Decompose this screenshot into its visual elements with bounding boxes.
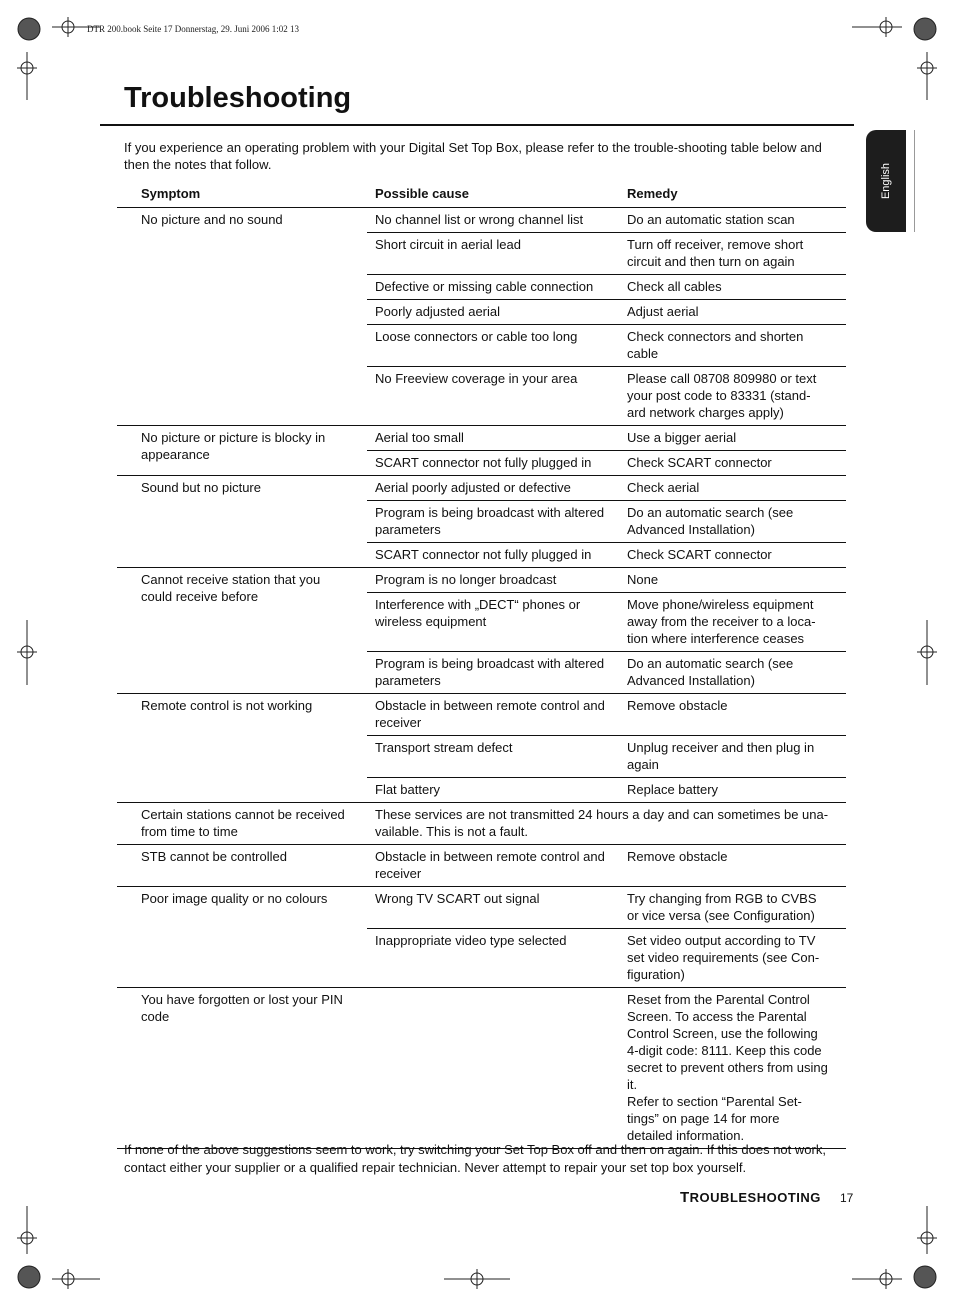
- page-title: Troubleshooting: [124, 82, 352, 114]
- remedy-cell: Check SCART connector: [619, 451, 846, 476]
- remedy-cell: Replace battery: [619, 778, 846, 803]
- table-row: [117, 845, 846, 887]
- remedy-cell: Check all cables: [619, 275, 846, 300]
- footer-section-rest: ROUBLESHOOTING: [689, 1190, 821, 1205]
- symptom-cell: Cannot receive station that you could receive before: [117, 568, 367, 694]
- remedy-cell: Do an automatic search (see Advanced Installation): [619, 501, 846, 543]
- language-tab: [866, 130, 906, 232]
- table-row: [117, 803, 846, 845]
- cause-cell: Short circuit in aerial lead: [367, 233, 619, 275]
- remedy-cell: Remove obstacle: [619, 845, 846, 887]
- remedy-cell: Remove obstacle: [619, 694, 846, 736]
- page-number: 17: [840, 1191, 854, 1205]
- cause-cell: Inappropriate video type selected: [367, 929, 619, 988]
- remedy-cell: Check aerial: [619, 476, 846, 501]
- cause-cell: [367, 988, 619, 1149]
- symptom-cell: STB cannot be controlled: [117, 845, 367, 887]
- table-body: [117, 208, 846, 1149]
- table-row: [117, 887, 846, 929]
- cause-cell: Program is being broadcast with altered parameters: [367, 652, 619, 694]
- language-tab-label: English: [880, 162, 892, 200]
- remedy-cell: Please call 08708 809980 or text your post code to 83331 (stand-ard network charges apply): [619, 367, 846, 426]
- cause-cell: Transport stream defect: [367, 736, 619, 778]
- table-row: [117, 568, 846, 593]
- cause-cell: Aerial poorly adjusted or defective: [367, 476, 619, 501]
- remedy-cell: Unplug receiver and then plug in again: [619, 736, 846, 778]
- remedy-cell: Check connectors and shorten cable: [619, 325, 846, 367]
- troubleshooting-table: [117, 182, 846, 1149]
- cause-cell: Interference with „DECT“ phones or wireless equipment: [367, 593, 619, 652]
- remedy-cell: Move phone/wireless equipment away from the receiver to a loca-tion where interference ceases: [619, 593, 846, 652]
- intro-paragraph: If you experience an operating problem with your Digital Set Top Box, please refer to the trouble-shooting table below and then the notes that follow.: [124, 140, 822, 172]
- cause-cell: SCART connector not fully plugged in: [367, 543, 619, 568]
- closing-paragraph: If none of the above suggestions seem to work, try switching your Set Top Box off and then on again. If this does not work, contact either your supplier or a qualified repair technician. Never attempt to repair your set top box yourself.: [124, 1142, 826, 1175]
- cause-cell: SCART connector not fully plugged in: [367, 451, 619, 476]
- cause-cell: Obstacle in between remote control and receiver: [367, 845, 619, 887]
- table-row: [117, 694, 846, 736]
- symptom-cell: No picture and no sound: [117, 208, 367, 426]
- cause-cell: Defective or missing cable connection: [367, 275, 619, 300]
- cause-cell: Wrong TV SCART out signal: [367, 887, 619, 929]
- symptom-cell: Certain stations cannot be received from time to time: [117, 803, 367, 845]
- cause-cell: No Freeview coverage in your area: [367, 367, 619, 426]
- table-row: [117, 988, 846, 1149]
- symptom-cell: You have forgotten or lost your PIN code: [117, 988, 367, 1149]
- cause-cell: Program is being broadcast with altered parameters: [367, 501, 619, 543]
- cause-cell: Poorly adjusted aerial: [367, 300, 619, 325]
- print-info-header: DTR 200.book Seite 17 Donnerstag, 29. Juni 2006 1:02 13: [87, 24, 299, 34]
- language-tab-edge: [914, 130, 915, 232]
- footer-section-initial: T: [680, 1189, 690, 1206]
- remedy-cell: Adjust aerial: [619, 300, 846, 325]
- remedy-cell: Turn off receiver, remove short circuit and then turn on again: [619, 233, 846, 275]
- header-symptom: Symptom: [141, 186, 201, 201]
- remedy-cell: Reset from the Parental Control Screen. To access the Parental Control Screen, use the following 4-digit code: 8111. Keep this code secret to prevent others from using it. Refer to section “Parental Set-tings” on page 14 for more detailed information.: [619, 988, 846, 1149]
- cause-cell: Flat battery: [367, 778, 619, 803]
- symptom-cell: Sound but no picture: [117, 476, 367, 568]
- title-rule: [100, 124, 854, 126]
- header-possible-cause: Possible cause: [375, 186, 469, 201]
- remedy-cell: Do an automatic search (see Advanced Installation): [619, 652, 846, 694]
- remedy-cell: None: [619, 568, 846, 593]
- table-row: [117, 208, 846, 233]
- header-remedy: Remedy: [627, 186, 678, 201]
- table-row: [117, 476, 846, 501]
- remedy-cell: Use a bigger aerial: [619, 426, 846, 451]
- symptom-cell: Remote control is not working: [117, 694, 367, 803]
- cause-cell: Obstacle in between remote control and receiver: [367, 694, 619, 736]
- remedy-cell: Try changing from RGB to CVBS or vice versa (see Configuration): [619, 887, 846, 929]
- remedy-cell: Check SCART connector: [619, 543, 846, 568]
- table-header-row: [117, 182, 846, 208]
- cause-cell: No channel list or wrong channel list: [367, 208, 619, 233]
- table-row: [117, 426, 846, 451]
- remedy-cell: Set video output according to TV set video requirements (see Con-figuration): [619, 929, 846, 988]
- footer-section-title: [680, 1189, 821, 1206]
- cause-cell: These services are not transmitted 24 hours a day and can sometimes be una-vailable. This is not a fault.: [367, 803, 846, 845]
- cause-cell: Aerial too small: [367, 426, 619, 451]
- symptom-cell: Poor image quality or no colours: [117, 887, 367, 988]
- symptom-cell: No picture or picture is blocky in appearance: [117, 426, 367, 476]
- remedy-cell: Do an automatic station scan: [619, 208, 846, 233]
- cause-cell: Loose connectors or cable too long: [367, 325, 619, 367]
- cause-cell: Program is no longer broadcast: [367, 568, 619, 593]
